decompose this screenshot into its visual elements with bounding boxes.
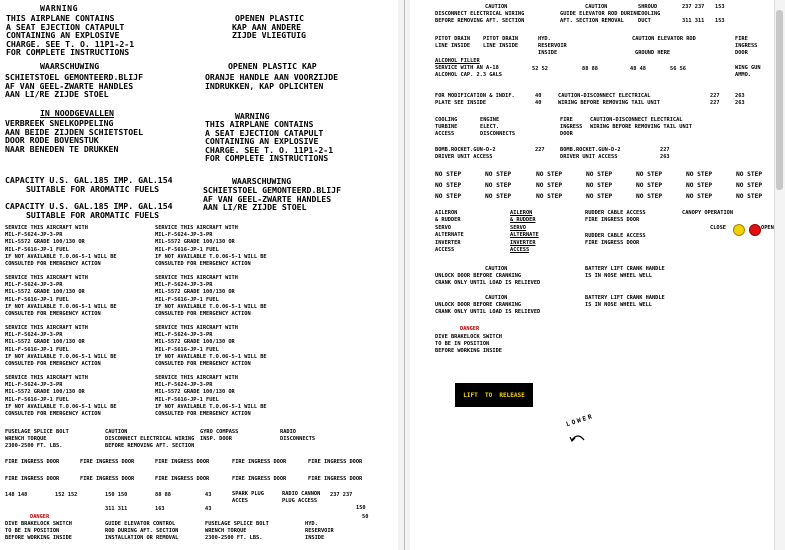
scrollbar-thumb[interactable] bbox=[776, 10, 783, 190]
service-instruction-line: MIL-F-5616-JP-1 FUEL bbox=[155, 346, 219, 353]
wing-gun-line: WING GUN bbox=[735, 65, 761, 71]
panel-number: 153 bbox=[715, 18, 725, 24]
bottom-placard-line: INSP. DOOR bbox=[200, 436, 232, 443]
service-instruction-line: SERVICE THIS AIRCRAFT WITH bbox=[155, 375, 238, 381]
engine-elect-line: ELECT. bbox=[480, 124, 500, 131]
no-step-label: NO STEP bbox=[736, 193, 763, 200]
hyd-reservoir-line: RESERVOIR bbox=[538, 43, 567, 50]
panel-number: 227 bbox=[710, 100, 720, 106]
panel-number: 227 bbox=[710, 93, 720, 99]
caution-disconnect-tail-line: CAUTION-DISCONNECT ELECTRICAL bbox=[558, 93, 651, 99]
open-indicator-red bbox=[749, 224, 761, 236]
no-step-label: NO STEP bbox=[485, 171, 512, 178]
service-instruction-line: MIL-F-5624-JP-3-PR bbox=[5, 332, 63, 339]
cooling-turbine-line: TURBINE bbox=[435, 124, 458, 131]
warning-line: FOR COMPLETE INSTRUCTIONS bbox=[6, 47, 130, 58]
panel-number: 311 311 bbox=[682, 18, 705, 24]
panel-number: 227 bbox=[660, 147, 670, 153]
waarschuwing-line: AAN LI/RE ZIJDE STOEL bbox=[5, 89, 109, 100]
service-instruction-line: SERVICE THIS AIRCRAFT WITH bbox=[155, 275, 238, 281]
openen-line: ZIJDE VLIEGTUIG bbox=[232, 30, 306, 41]
no-step-label: NO STEP bbox=[485, 182, 512, 189]
alcohol-filler-line: ALCOHOL CAP. 2.3 GALS bbox=[435, 72, 502, 79]
no-step-label: NO STEP bbox=[636, 171, 663, 178]
panel-number: 263 bbox=[735, 100, 745, 106]
panel-number: 150 bbox=[356, 505, 366, 511]
bottom-placard-line: HYD. bbox=[305, 521, 318, 527]
wing-gun-line: AMMO. bbox=[735, 72, 751, 79]
panel-number: 263 bbox=[660, 154, 670, 160]
noodgevallen-title: IN NOODGEVALLEN bbox=[40, 108, 114, 118]
radio-cannon-label: RADIO CANNON bbox=[282, 491, 321, 497]
bottom-placard-line: DIVE BRAKELOCK SWITCH bbox=[5, 521, 72, 527]
warning-title-2: WARNING bbox=[235, 111, 270, 121]
service-instruction-line: MIL-5572 GRADE 100/130 OR bbox=[155, 339, 235, 346]
rudder-cable-line: FIRE INGRESS DOOR bbox=[585, 240, 640, 247]
bottom-placard-line: INSIDE bbox=[305, 535, 325, 542]
bottom-placard-line: FUSELAGE SPLICE BOLT bbox=[5, 429, 69, 435]
service-instruction-line: SERVICE THIS AIRCRAFT WITH bbox=[155, 325, 238, 331]
service-instruction-line: SERVICE THIS AIRCRAFT WITH bbox=[5, 325, 88, 331]
dive-brakelock-line: DIVE BRAKELOCK SWITCH bbox=[435, 334, 502, 340]
service-instruction-line: IF NOT AVAILABLE T.O.06-5-1 WILL BE bbox=[155, 403, 267, 410]
warning-line: CHARGE. SEE T. O. 11P1-2-1 bbox=[6, 38, 135, 49]
warning-line: THIS AIRPLANE CONTAINS bbox=[6, 13, 115, 23]
pitot-drain-line: LINE INSIDE bbox=[483, 43, 519, 50]
warning-line-2: FOR COMPLETE INSTRUCTIONS bbox=[205, 153, 329, 164]
service-instruction-line: SERVICE THIS AIRCRAFT WITH bbox=[5, 225, 88, 231]
caution-crank-line: CAUTION bbox=[485, 295, 508, 301]
caution-guide-line: CAUTION bbox=[585, 4, 608, 10]
service-instruction-line: SERVICE THIS AIRCRAFT WITH bbox=[5, 375, 88, 381]
caution-guide-line: AFT. SECTION REMOVAL bbox=[560, 18, 624, 25]
bottom-placard-line: BEFORE REMOVING AFT. SECTION bbox=[105, 443, 195, 450]
no-step-label: NO STEP bbox=[736, 171, 763, 178]
caution-crank-line: CRANK ONLY UNTIL LOAD IS RELIEVED bbox=[435, 309, 541, 316]
warning-line: CONTAINING AN EXPLOSIVE bbox=[6, 30, 120, 41]
close-indicator-yellow bbox=[733, 224, 745, 236]
radio-cannon-label: PLUG ACCESS bbox=[282, 498, 318, 504]
bottom-placard-line: 2300-2500 FT. LBS. bbox=[205, 535, 263, 542]
modification-line: PLATE SEE INSIDE bbox=[435, 100, 487, 107]
engine-elect-line: DISCONNECTS bbox=[480, 131, 516, 138]
service-instruction-line: CONSULTED FOR EMERGENCY ACTION bbox=[155, 411, 251, 417]
battery-crank-line: IS IN NOSE WHEEL WELL bbox=[585, 273, 652, 280]
bottom-placard-line: WRENCH TORQUE bbox=[205, 528, 247, 535]
cooling-turbine-line: COOLING bbox=[435, 117, 458, 123]
pitot-drain-line: PITOT DRAIN bbox=[435, 36, 471, 42]
no-step-label: NO STEP bbox=[636, 182, 663, 189]
openen-line: KAP AAN ANDERE bbox=[232, 21, 302, 32]
panel-number: 40 bbox=[535, 93, 542, 99]
fire-ingress-door-label: FIRE INGRESS DOOR bbox=[5, 459, 60, 465]
capacity-line-2: CAPACITY U.S. GAL.185 IMP. GAL.154 bbox=[5, 201, 173, 211]
service-instruction-line: MIL-F-5624-JP-3-PR bbox=[155, 232, 213, 239]
service-instruction-line: CONSULTED FOR EMERGENCY ACTION bbox=[5, 361, 101, 367]
service-instruction-line: IF NOT AVAILABLE T.O.06-5-1 WILL BE bbox=[155, 253, 267, 260]
panel-number: 43 bbox=[205, 506, 212, 512]
pitot-drain-line: PITOT DRAIN bbox=[483, 36, 519, 42]
panel-number: 48 48 bbox=[630, 66, 646, 72]
service-instruction-line: IF NOT AVAILABLE T.O.06-5-1 WILL BE bbox=[5, 303, 117, 310]
panel-number: 163 bbox=[155, 506, 165, 512]
waarschuwing-line: SCHIETSTOEL GEMONTEERD.BLIJF bbox=[5, 72, 144, 82]
fire-ingress-door-label: FIRE INGRESS DOOR bbox=[232, 459, 287, 465]
openen-kap-title: OPENEN PLASTIC KAP bbox=[228, 61, 317, 71]
bottom-placard-line: CAUTION bbox=[105, 429, 128, 435]
panel-number: 152 152 bbox=[55, 492, 78, 498]
alcohol-filler-line: ALCOHOL FILLER bbox=[435, 58, 480, 64]
panel-number: 153 bbox=[715, 4, 725, 10]
bottom-placard-line: BEFORE WORKING INSIDE bbox=[5, 535, 72, 542]
capacity-line: CAPACITY U.S. GAL.185 IMP. GAL.154 bbox=[5, 175, 173, 185]
no-step-label: NO STEP bbox=[536, 193, 563, 200]
caution-guide-line: GUIDE ELEVATOR ROD DURING bbox=[560, 11, 640, 18]
pitot-drain-line: LINE INSIDE bbox=[435, 43, 471, 50]
service-instruction-line: MIL-F-5624-JP-3-PR bbox=[5, 282, 63, 289]
service-instruction-line: CONSULTED FOR EMERGENCY ACTION bbox=[155, 361, 251, 367]
bottom-placard-line: GUIDE ELEVATOR CONTROL bbox=[105, 521, 176, 527]
lower-label: LOWER bbox=[565, 412, 595, 429]
fire-ingress-line: DOOR bbox=[735, 50, 748, 57]
service-instruction-line: MIL-5572 GRADE 100/130 OR bbox=[5, 339, 85, 346]
aileron-servo-line: AILERON bbox=[510, 210, 533, 216]
fire-ingress-door-label: FIRE INGRESS DOOR bbox=[5, 476, 60, 482]
panel-number: 150 150 bbox=[105, 492, 128, 498]
service-instruction-line: MIL-F-5616-JP-1 FUEL bbox=[5, 396, 69, 403]
caution-crank-line: UNLOCK DOOR BEFORE CRANKING bbox=[435, 273, 522, 280]
capacity-line-2: SUITABLE FOR AROMATIC FUELS bbox=[26, 209, 160, 220]
canopy-operation-label: CANOPY OPERATION bbox=[682, 210, 734, 216]
service-instruction-line: CONSULTED FOR EMERGENCY ACTION bbox=[155, 261, 251, 267]
rudder-cable-line: RUDDER CABLE ACCESS bbox=[585, 210, 646, 216]
service-instruction-line: IF NOT AVAILABLE T.O.06-5-1 WILL BE bbox=[155, 303, 267, 310]
aileron-servo-line: INVERTER bbox=[510, 239, 536, 246]
warning-line-2: THIS AIRPLANE CONTAINS bbox=[205, 119, 314, 129]
aileron-servo-line: ALTERNATE bbox=[435, 232, 464, 239]
service-instruction-line: CONSULTED FOR EMERGENCY ACTION bbox=[5, 311, 101, 317]
noodgevallen-line: VERBREEK SNELKOPPELING bbox=[5, 118, 114, 128]
bottom-placard-line: TO BE IN POSITION bbox=[5, 528, 60, 535]
bomb-rocket-line: BOMB.ROCKET.GUN-D-2 bbox=[560, 147, 621, 153]
danger-label: DANGER bbox=[30, 514, 50, 520]
page-divider bbox=[404, 0, 405, 550]
service-instruction-line: MIL-5572 GRADE 100/130 OR bbox=[155, 239, 235, 246]
warning-title: WARNING bbox=[40, 3, 79, 13]
aileron-servo-line: AILERON bbox=[435, 210, 458, 216]
panel-number: 88 88 bbox=[582, 66, 598, 72]
panel-number: 52 52 bbox=[532, 66, 548, 72]
noodgevallen-line: DOOR RODE BOVENSTUK bbox=[5, 135, 99, 146]
no-step-label: NO STEP bbox=[485, 193, 512, 200]
aileron-servo-line: INVERTER bbox=[435, 239, 461, 246]
rudder-cable-line: RUDDER CABLE ACCESS bbox=[585, 233, 646, 239]
bottom-placard-line: 2300-2500 FT. LBS. bbox=[5, 443, 63, 450]
fire-ingress-line: INGRESS bbox=[735, 43, 758, 50]
service-instruction-line: MIL-F-5616-JP-1 FUEL bbox=[155, 396, 219, 403]
caution-crank-line: UNLOCK DOOR BEFORE CRANKING bbox=[435, 302, 522, 309]
cooling-turbine-line: ACCESS bbox=[435, 131, 455, 138]
service-instruction-line: MIL-5572 GRADE 100/130 OR bbox=[5, 289, 85, 296]
waarschuwing-line: AF VAN GEEL-ZWARTE HANDLES bbox=[5, 80, 134, 91]
service-instruction-line: MIL-5572 GRADE 100/130 OR bbox=[155, 389, 235, 396]
service-instruction-line: MIL-F-5616-JP-1 FUEL bbox=[5, 246, 69, 253]
service-instruction-line: IF NOT AVAILABLE T.O.06-5-1 WILL BE bbox=[5, 353, 117, 360]
aileron-servo-line: SERVO bbox=[510, 224, 526, 231]
panel-number: 50 bbox=[362, 514, 369, 520]
aileron-servo-line: & RUDDER bbox=[510, 217, 536, 224]
engine-elect-line: ENGINE bbox=[480, 117, 500, 123]
caution-crank-line: CAUTION bbox=[485, 266, 508, 272]
panel-number: 40 bbox=[535, 100, 542, 106]
openen-kap-line: INDRUKKEN, KAP OPLICHTEN bbox=[205, 80, 324, 91]
bottom-placard-line: GYRO COMPASS bbox=[200, 429, 239, 435]
service-instruction-line: SERVICE THIS AIRCRAFT WITH bbox=[155, 225, 238, 231]
service-instruction-line: MIL-F-5624-JP-3-PR bbox=[5, 382, 63, 389]
bomb-rocket-line: DRIVER UNIT ACCESS bbox=[560, 154, 618, 161]
aileron-servo-line: ALTERNATE bbox=[510, 232, 539, 239]
hyd-reservoir-line: INSIDE bbox=[538, 50, 558, 57]
battery-crank-line: IS IN NOSE WHEEL WELL bbox=[585, 302, 652, 309]
service-instruction-line: MIL-F-5616-JP-1 FUEL bbox=[5, 296, 69, 303]
service-instruction-line: MIL-F-5624-JP-3-PR bbox=[5, 232, 63, 239]
caution-disconnect-tail-line: WIRING BEFORE REMOVING TAIL UNIT bbox=[558, 100, 661, 107]
fire-ingress-line: INGRESS bbox=[560, 124, 583, 131]
waarschuwing-title: WAARSCHUWING bbox=[40, 61, 100, 71]
panel-number: 43 bbox=[205, 492, 212, 498]
bottom-placard-line: RADIO bbox=[280, 429, 296, 435]
bottom-placard-line: RESERVOIR bbox=[305, 528, 334, 535]
fire-ingress-line: DOOR bbox=[560, 131, 573, 138]
capacity-line: SUITABLE FOR AROMATIC FUELS bbox=[26, 183, 160, 194]
waarschuwing-title-2: WAARSCHUWING bbox=[232, 176, 292, 186]
service-instruction-line: MIL-F-5616-JP-1 FUEL bbox=[155, 296, 219, 303]
fire-ingress-door-label: FIRE INGRESS DOOR bbox=[232, 476, 287, 482]
bottom-placard-line: DISCONNECTS bbox=[280, 436, 316, 443]
no-step-label: NO STEP bbox=[586, 171, 613, 178]
fire-ingress-door-label: FIRE INGRESS DOOR bbox=[80, 459, 135, 465]
dive-brakelock-line: TO BE IN POSITION bbox=[435, 341, 490, 348]
no-step-label: NO STEP bbox=[536, 182, 563, 189]
no-step-label: NO STEP bbox=[636, 193, 663, 200]
service-instruction-line: CONSULTED FOR EMERGENCY ACTION bbox=[5, 411, 101, 417]
no-step-label: NO STEP bbox=[435, 193, 462, 200]
panel-number: 88 88 bbox=[155, 492, 171, 498]
service-instruction-line: MIL-5572 GRADE 100/130 OR bbox=[155, 289, 235, 296]
fire-ingress-door-label: FIRE INGRESS DOOR bbox=[155, 459, 210, 465]
rudder-cable-line: FIRE INGRESS DOOR bbox=[585, 217, 640, 224]
caution-disconnect-tail-line: WIRING BEFORE REMOVING TAIL UNIT bbox=[590, 124, 693, 131]
dive-brakelock-line: BEFORE WORKING INSIDE bbox=[435, 348, 502, 355]
service-instruction-line: IF NOT AVAILABLE T.O.06-5-1 WILL BE bbox=[5, 253, 117, 260]
battery-crank-line: BATTERY LIFT CRANK HANDLE bbox=[585, 266, 665, 272]
panel-number: 227 bbox=[535, 147, 545, 153]
hyd-reservoir-line: HYD. bbox=[538, 36, 551, 42]
spark-plug-label: SPARK PLUG bbox=[232, 491, 264, 497]
service-instruction-line: MIL-F-5616-JP-1 FUEL bbox=[5, 346, 69, 353]
waarschuwing-line-2: AAN LI/RE ZIJDE STOEL bbox=[203, 202, 307, 213]
modification-line: FOR MODIFICATION & INDIF. bbox=[435, 93, 515, 99]
fire-ingress-line: FIRE bbox=[735, 36, 748, 42]
service-instruction-line: MIL-5572 GRADE 100/130 OR bbox=[5, 239, 85, 246]
panel-number: 311 311 bbox=[105, 506, 128, 512]
waarschuwing-line-2: AF VAN GEEL-ZWARTE HANDLES bbox=[203, 193, 332, 204]
caution-disconnect-line: CAUTION bbox=[485, 4, 508, 10]
panel-number: 263 bbox=[735, 93, 745, 99]
service-instruction-line: IF NOT AVAILABLE T.O.06-5-1 WILL BE bbox=[155, 353, 267, 360]
fire-ingress-line: FIRE bbox=[560, 117, 573, 123]
warning-line-2: A SEAT EJECTION CATAPULT bbox=[205, 127, 324, 138]
warning-line-2: CHARGE. SEE T. O. 11P1-2-1 bbox=[205, 144, 334, 155]
no-step-label: NO STEP bbox=[586, 193, 613, 200]
service-instruction-line: MIL-F-5624-JP-3-PR bbox=[155, 382, 213, 389]
bottom-placard-line: WRENCH TORQUE bbox=[5, 436, 47, 443]
openen-title: OPENEN PLASTIC bbox=[235, 13, 305, 23]
fire-ingress-door-label: FIRE INGRESS DOOR bbox=[308, 476, 363, 482]
caution-crank-line: CRANK ONLY UNTIL LOAD IS RELIEVED bbox=[435, 280, 541, 287]
aileron-servo-line: ACCESS bbox=[435, 247, 455, 253]
warning-line-2: CONTAINING AN EXPLOSIVE bbox=[205, 136, 319, 147]
panel-number: 237 237 bbox=[330, 492, 353, 498]
no-step-label: NO STEP bbox=[536, 171, 563, 178]
alcohol-filler-line: SERVICE WITH AN A-18 bbox=[435, 65, 499, 72]
bottom-placard-line: DISCONNECT ELECTRICAL WIRING bbox=[105, 436, 195, 443]
spark-plug-label: ACCES bbox=[232, 498, 248, 504]
service-instruction-line: MIL-F-5624-JP-3-PR bbox=[155, 332, 213, 339]
no-step-label: NO STEP bbox=[586, 182, 613, 189]
no-step-label: NO STEP bbox=[686, 193, 713, 200]
danger-label: DANGER bbox=[460, 326, 480, 332]
service-instruction-line: CONSULTED FOR EMERGENCY ACTION bbox=[5, 261, 101, 267]
bottom-placard-line: ROD DURING AFT. SECTION bbox=[105, 528, 179, 535]
panel-number: 148 148 bbox=[5, 492, 28, 498]
fire-ingress-door-label: FIRE INGRESS DOOR bbox=[308, 459, 363, 465]
service-instruction-line: SERVICE THIS AIRCRAFT WITH bbox=[5, 275, 88, 281]
aileron-servo-line: ACCESS bbox=[510, 247, 530, 253]
aileron-servo-line: SERVO bbox=[435, 224, 451, 231]
battery-crank-line: BATTERY LIFT CRANK HANDLE bbox=[585, 295, 665, 301]
fire-ingress-door-label: FIRE INGRESS DOOR bbox=[80, 476, 135, 482]
close-label: CLOSE bbox=[710, 225, 726, 231]
openen-kap-line: ORANJE HANDLE AAN VOORZIJDE bbox=[205, 72, 339, 82]
caution-elevator-label: CAUTION ELEVATOR ROD bbox=[632, 36, 696, 42]
bottom-placard-line: INSTALLATION OR REMOVAL bbox=[105, 535, 179, 542]
service-instruction-line: MIL-F-5624-JP-3-PR bbox=[155, 282, 213, 289]
no-step-label: NO STEP bbox=[686, 171, 713, 178]
aileron-servo-line: & RUDDER bbox=[435, 217, 461, 224]
noodgevallen-line: NAAR BENEDEN TE DRUKKEN bbox=[5, 143, 119, 154]
caution-disconnect-line: DISCONNECT ELECTRICAL WIRING bbox=[435, 11, 525, 18]
fire-ingress-door-label: FIRE INGRESS DOOR bbox=[155, 476, 210, 482]
caution-disconnect-tail-line: CAUTION-DISCONNECT ELECTRICAL bbox=[590, 117, 683, 123]
no-step-label: NO STEP bbox=[736, 182, 763, 189]
ground-here-label: GROUND HERE bbox=[635, 50, 671, 56]
open-label: OPEN bbox=[761, 225, 774, 231]
service-instruction-line: CONSULTED FOR EMERGENCY ACTION bbox=[155, 311, 251, 317]
waarschuwing-line-2: SCHIETSTOEL GEMONTEERD.BLIJF bbox=[203, 185, 342, 195]
noodgevallen-line: AAN BEIDE ZIJDEN SCHIETSTOEL bbox=[5, 126, 144, 137]
panel-number: 237 237 bbox=[682, 4, 705, 10]
right-page bbox=[410, 0, 785, 550]
panel-number: 56 56 bbox=[670, 66, 686, 72]
bomb-rocket-line: DRIVER UNIT ACCESS bbox=[435, 154, 493, 161]
caution-disconnect-line: BEFORE REMOVING AFT. SECTION bbox=[435, 18, 525, 25]
shroud-line: DUCT bbox=[638, 18, 651, 25]
lift-to-release-placard: LIFT TO RELEASE bbox=[455, 383, 533, 407]
no-step-label: NO STEP bbox=[435, 171, 462, 178]
bottom-placard-line: FUSELAGE SPLICE BOLT bbox=[205, 521, 269, 527]
shroud-line: SHROUD bbox=[638, 4, 658, 10]
service-instruction-line: IF NOT AVAILABLE T.O.06-5-1 WILL BE bbox=[5, 403, 117, 410]
service-instruction-line: MIL-5572 GRADE 100/130 OR bbox=[5, 389, 85, 396]
bomb-rocket-line: BOMB.ROCKET.GUN-D-2 bbox=[435, 147, 496, 153]
warning-line: A SEAT EJECTION CATAPULT bbox=[6, 21, 125, 32]
shroud-line: COOLING bbox=[638, 11, 661, 18]
service-instruction-line: MIL-F-5616-JP-1 FUEL bbox=[155, 246, 219, 253]
no-step-label: NO STEP bbox=[686, 182, 713, 189]
no-step-label: NO STEP bbox=[435, 182, 462, 189]
